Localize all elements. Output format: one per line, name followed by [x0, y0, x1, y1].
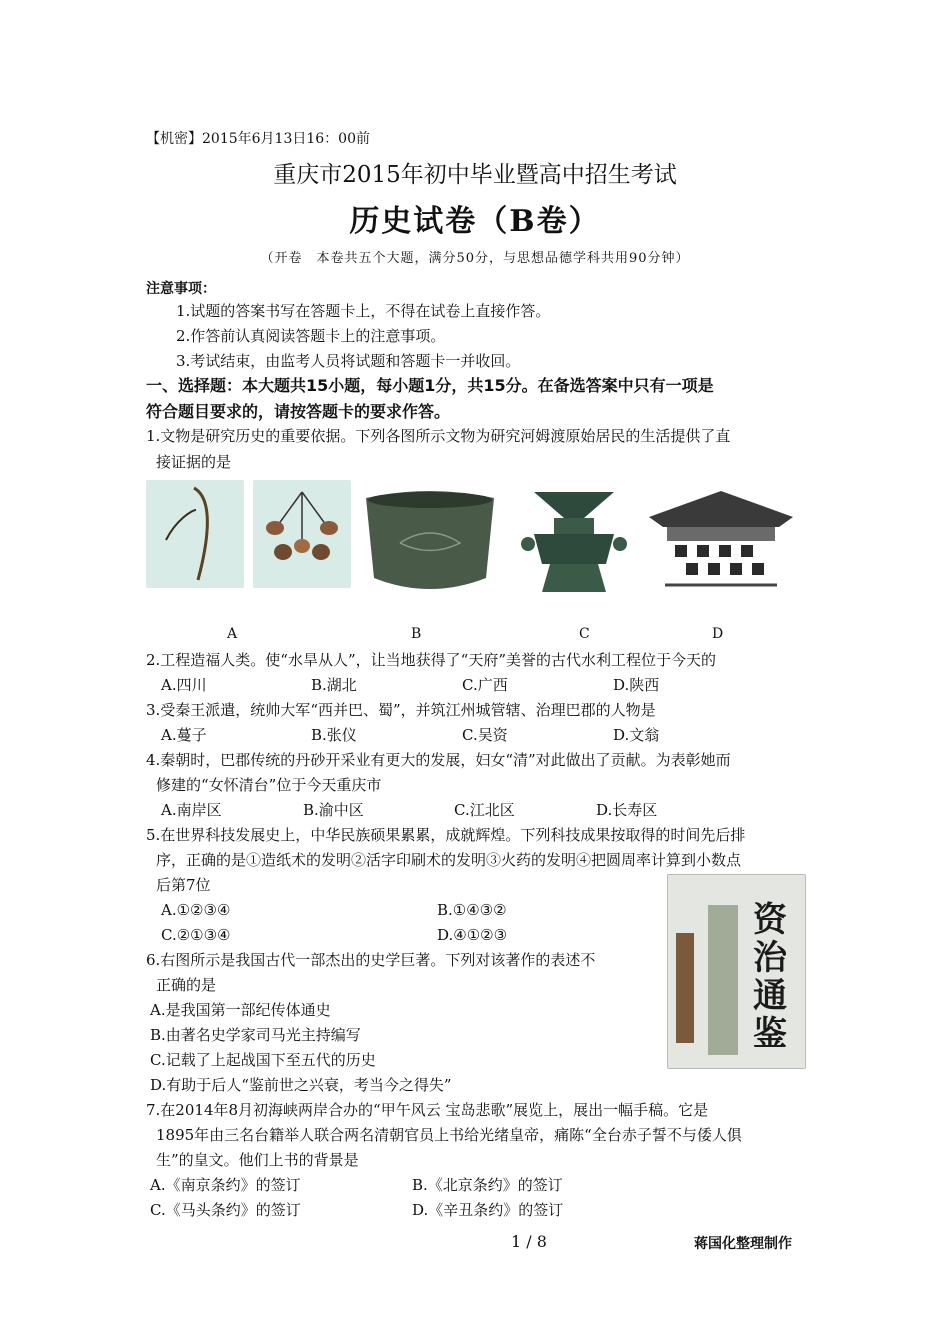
section-heading-line2: 符合题目要求的，请按答题卡的要求作答。 — [146, 402, 451, 421]
book-zizhitongjian-image — [667, 874, 806, 1069]
footer-credit: 蒋国化整理制作 — [694, 1236, 792, 1252]
q6-stem-line2: 正确的是 — [156, 976, 217, 994]
q2-option-b: B.湖北 — [311, 676, 357, 694]
q1-label-c: C — [579, 626, 590, 642]
q5-option-b: B.①④③② — [437, 901, 507, 919]
q3-option-c: C.吴资 — [462, 726, 508, 744]
artifact-stone-vessel-image — [360, 488, 500, 596]
bronze-zun-icon — [514, 488, 634, 598]
q7-option-a: A.《南京条约》的签订 — [150, 1176, 301, 1194]
q1-label-d: D — [712, 626, 724, 642]
q2-option-d: D.陕西 — [613, 676, 660, 694]
q2-stem: 2.工程造福人类。使“水旱从人”，让当地获得了“天府”美誉的古代水利工程位于今天的 — [146, 651, 716, 669]
q1-label-a: A — [227, 626, 238, 642]
q4-stem-line2: 修建的“女怀清台”位于今天重庆市 — [156, 776, 382, 794]
book-title: 资治通鉴 — [753, 900, 787, 1054]
q1-stem-line1: 1.文物是研究历史的重要依据。下列各图所示文物为研究河姆渡原始居民的生活提供了直 — [146, 427, 731, 445]
q6-option-a: A.是我国第一部纪传体通史 — [150, 1001, 331, 1019]
bone-needle-icon — [146, 480, 244, 588]
page-number: 1 / 8 — [511, 1232, 547, 1251]
artifact-necklace-image — [253, 480, 351, 588]
q3-option-a: A.蔓子 — [161, 726, 207, 744]
q5-stem-line2: 序，正确的是①造纸术的发明②活字印刷术的发明③火药的发明④把圆周率计算到小数点 — [156, 851, 742, 869]
artifact-bone-needle-image — [146, 480, 244, 588]
artifact-wooden-structure-image — [645, 487, 797, 599]
book-spine-ornament-icon — [676, 933, 694, 1043]
q4-option-a: A.南岸区 — [161, 801, 222, 819]
notice-item: 3.考试结束，由监考人员将试题和答题卡一并收回。 — [176, 352, 521, 370]
paper-title: 历史试卷（B卷） — [349, 204, 601, 239]
q1-stem-line2: 接证据的是 — [156, 453, 232, 471]
q2-option-c: C.广西 — [462, 676, 508, 694]
notice-item: 2.作答前认真阅读答题卡上的注意事项。 — [176, 327, 446, 345]
notice-title: 注意事项： — [146, 281, 216, 297]
q1-label-b: B — [411, 626, 422, 642]
q2-option-a: A.四川 — [161, 676, 207, 694]
q7-option-c: C.《马头条约》的签订 — [150, 1201, 301, 1219]
q3-option-d: D.文翁 — [613, 726, 660, 744]
q3-option-b: B.张仪 — [311, 726, 357, 744]
artifact-bronze-zun-image — [514, 488, 634, 598]
stone-vessel-icon — [360, 488, 500, 596]
q4-option-d: D.长寿区 — [596, 801, 658, 819]
confidential-note: 【机密】2015年6月13日16：00前 — [146, 131, 370, 147]
q4-option-b: B.渝中区 — [303, 801, 364, 819]
q6-option-c: C.记载了上起战国下至五代的历史 — [150, 1051, 376, 1069]
book-decor-band-icon — [708, 905, 738, 1055]
wooden-structure-icon — [645, 487, 797, 599]
exam-info: （开卷 本卷共五个大题，满分50分，与思想品德学科共用90分钟） — [260, 251, 690, 266]
q5-option-d: D.④①②③ — [437, 926, 508, 944]
q7-stem-line1: 7.在2014年8月初海峡两岸合办的“甲午风云 宝岛悲歌”展览上，展出一幅手稿。它是 — [146, 1101, 709, 1119]
q5-stem-line1: 5.在世界科技发展史上，中华民族硕果累累，成就辉煌。下列科技成果按取得的时间先后排 — [146, 826, 746, 844]
q6-option-d: D.有助于后人“鉴前世之兴衰，考当今之得失” — [150, 1076, 452, 1094]
q6-stem-line1: 6.右图所示是我国古代一部杰出的史学巨著。下列对该著作的表述不 — [146, 951, 596, 969]
q7-stem-line3: 生”的皇文。他们上书的背景是 — [156, 1151, 359, 1169]
section-heading-line1: 一、选择题：本大题共15小题，每小题1分，共15分。在备选答案中只有一项是 — [146, 376, 714, 395]
q4-option-c: C.江北区 — [454, 801, 515, 819]
q6-option-b: B.由著名史学家司马光主持编写 — [150, 1026, 361, 1044]
q7-option-d: D.《辛丑条约》的签订 — [412, 1201, 564, 1219]
q5-option-c: C.②①③④ — [161, 926, 231, 944]
notice-item: 1.试题的答案书写在答题卡上，不得在试卷上直接作答。 — [176, 302, 551, 320]
q7-stem-line2: 1895年由三名台籍举人联合两名清朝官员上书给光绪皇帝，痛陈“全台赤子誓不与倭人俱 — [156, 1126, 742, 1144]
q4-stem-line1: 4.秦朝时，巴郡传统的丹砂开采业有更大的发展，妇女“清”对此做出了贡献。为表彰她而 — [146, 751, 731, 769]
q3-stem: 3.受秦王派遣，统帅大军“西并巴、蜀”，并筑江州城管辖、治理巴郡的人物是 — [146, 701, 656, 719]
q7-option-b: B.《北京条约》的签订 — [412, 1176, 563, 1194]
exam-title: 重庆市2015年初中毕业暨高中招生考试 — [273, 162, 677, 188]
q5-option-a: A.①②③④ — [161, 901, 231, 919]
necklace-icon — [253, 480, 351, 588]
q5-stem-line3: 后第7位 — [156, 876, 211, 894]
